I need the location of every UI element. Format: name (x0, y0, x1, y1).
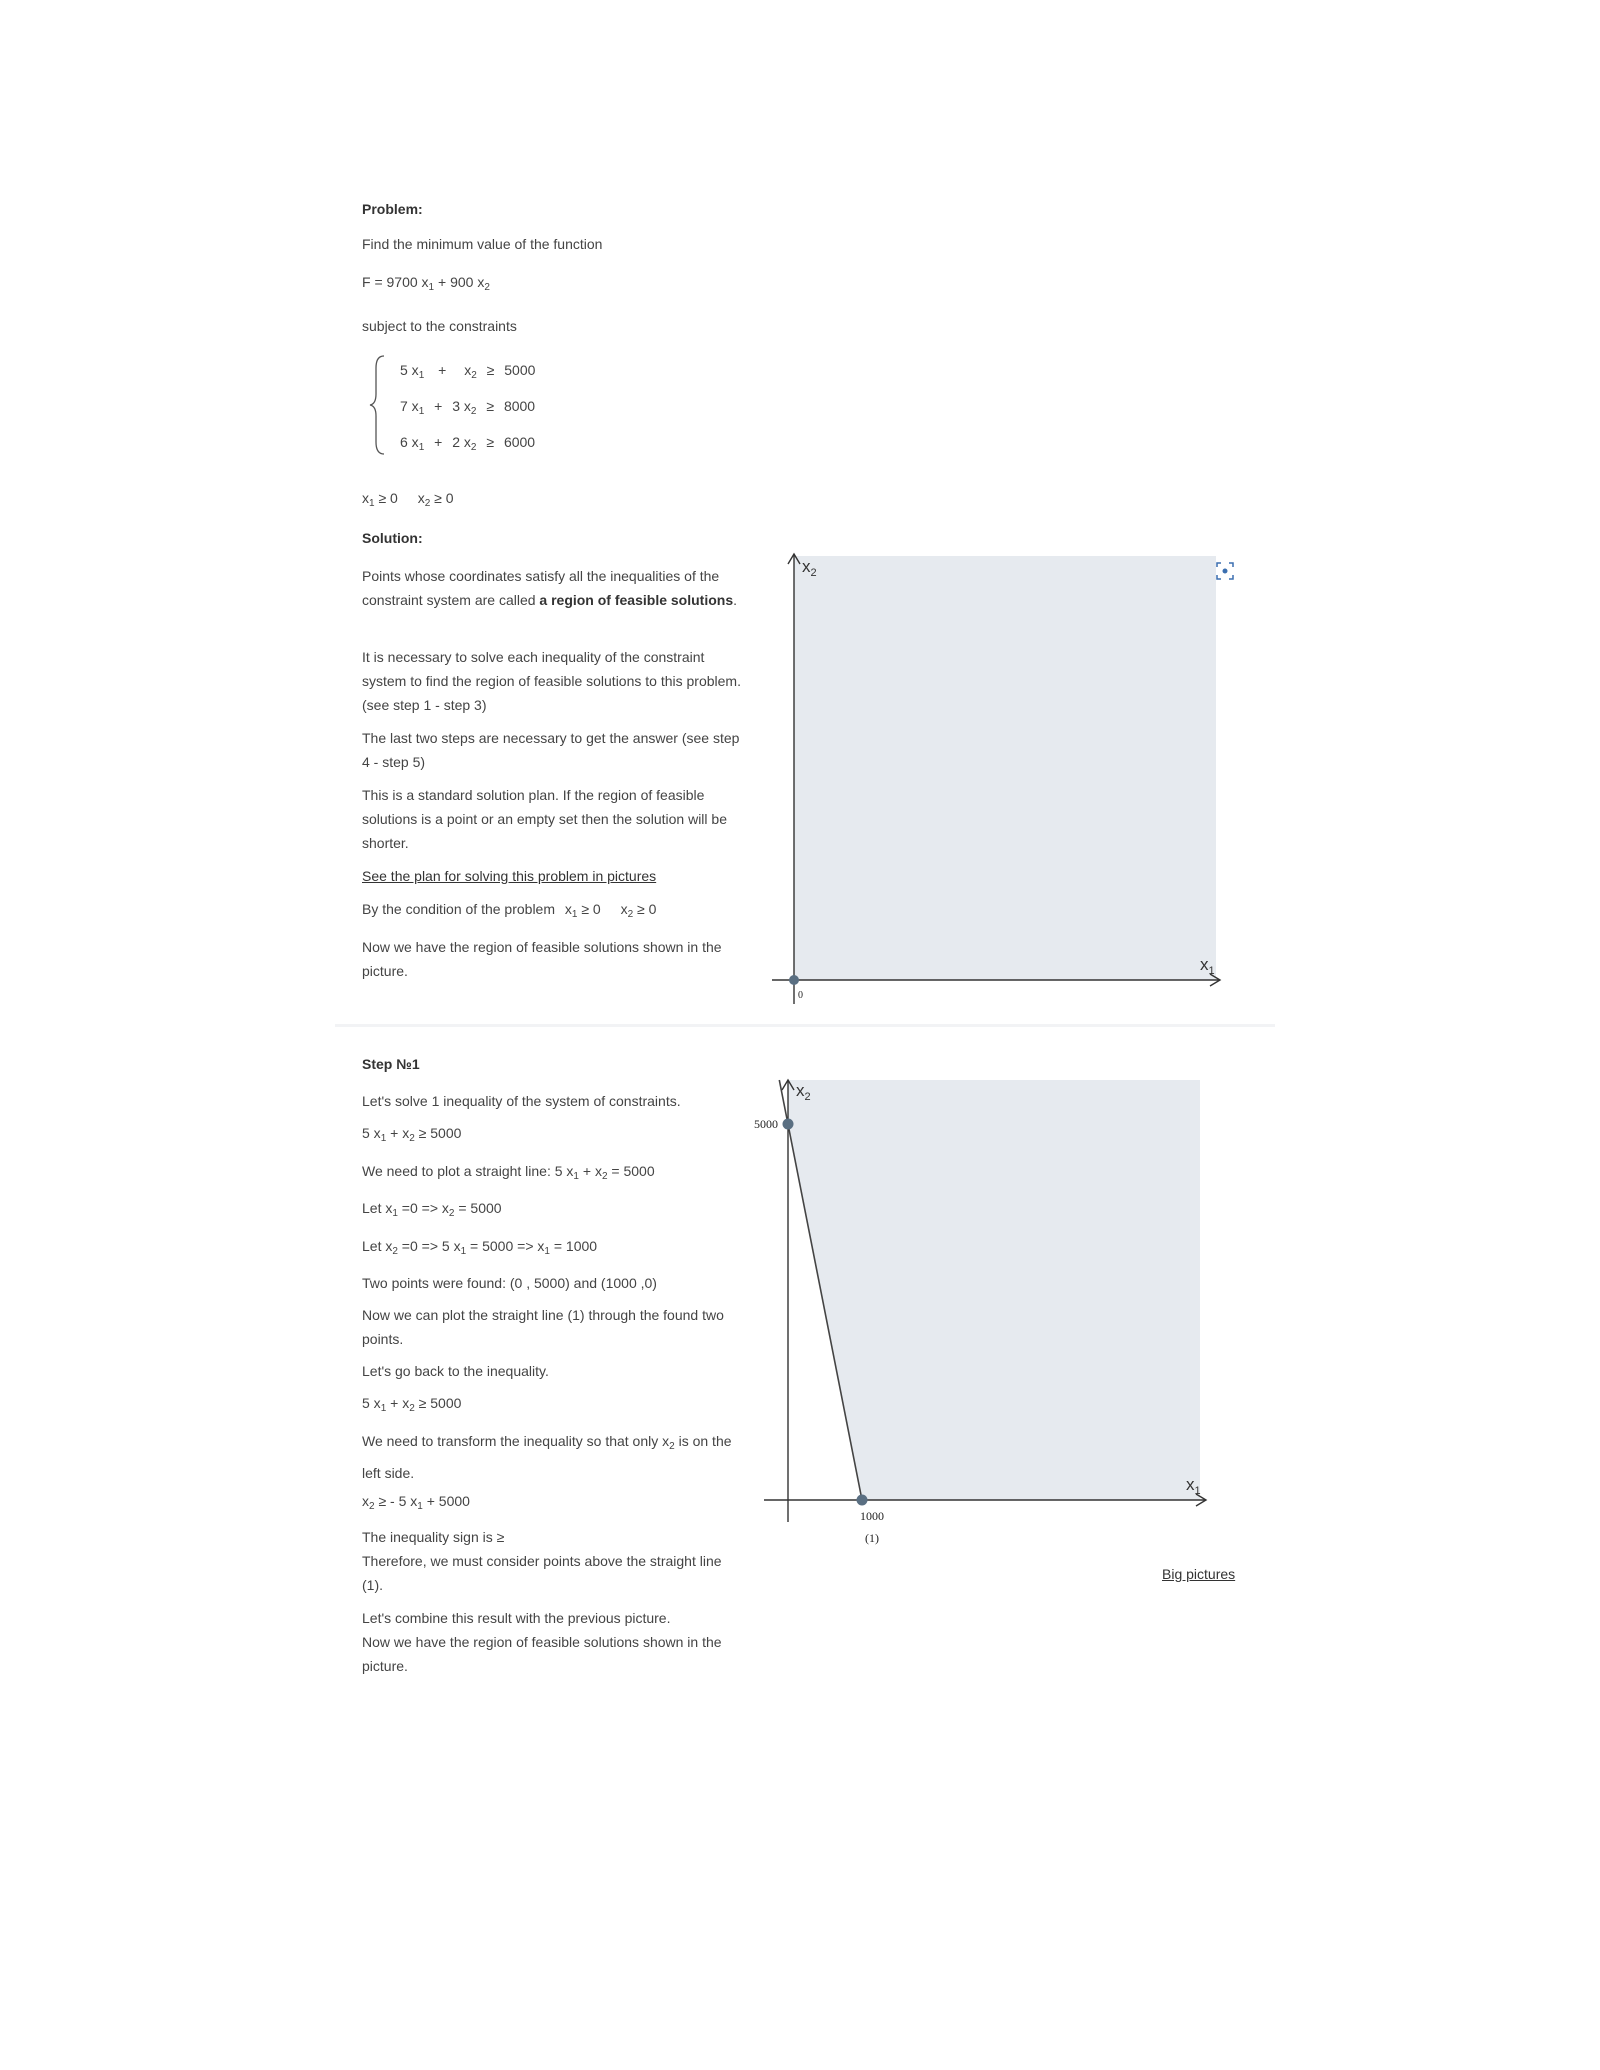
step1-inequality-repeat: 5 $x_1 + x_2 \ge 5000$ (362, 1395, 462, 1414)
y-intercept-label: 5000 (754, 1117, 778, 1131)
step1-sign-text: The inequality sign is ≥ Therefore, we must consider points above the straight line (1). (362, 1529, 722, 1593)
x2-axis-label: $x_2$ (802, 557, 817, 579)
step1-let-x2: Let $x_2 =0 => 5$ $x_1 = 5000 => x_1 = 1000$ (362, 1238, 598, 1257)
x2-axis-label: $x_2$ (796, 1081, 811, 1103)
step1-plot-text: Now we can plot the straight line (1) through the found two points. (362, 1307, 724, 1347)
solution-paragraph-5: Now we have the region of feasible solutions shown in the picture. (362, 939, 722, 979)
solution-heading: Solution: (362, 530, 423, 546)
step1-let-x1: Let $x_1 =0 => x_2 = 5000$ (362, 1200, 502, 1219)
origin-label: 0 (798, 990, 803, 1001)
step1-points-found: Two points were found: (0 , 5000) and (1000 ,0) (362, 1275, 657, 1291)
step1-heading: Step №1 (362, 1056, 420, 1072)
focus-icon[interactable] (1216, 562, 1234, 580)
constraint-row-1: 5 $x_1 + x_2 \ge 5000$ (400, 362, 536, 381)
feasible-region-shading (794, 556, 1216, 980)
y-intercept-point (783, 1119, 794, 1130)
problem-heading: Problem: (362, 201, 423, 217)
solution-paragraph-4: This is a standard solution plan. If the region of feasible solutions is a point or an empty set then the solution will be shorter. (362, 787, 727, 851)
constraint-row-2: 7 $x_1 + 3$ $x_2 \ge 8000$ (400, 398, 536, 417)
x1-axis-label: $x_1$ (1186, 1475, 1201, 1497)
problem-intro: Find the minimum value of the function (362, 236, 603, 252)
non-negativity: $x_1 \ge 0$ $x_2 \ge 0$ (362, 490, 454, 509)
big-pictures-link[interactable]: Big pictures (1162, 1566, 1236, 1582)
condition-line: By the condition of the problem $x_1 \ge 0$ $x_2 \ge 0$ (362, 901, 657, 920)
x1-axis-label: $x_1$ (1200, 955, 1215, 977)
step1-plot-line: We need to plot a straight line: 5 $x_1 + x_2 = 5000$ (362, 1163, 655, 1182)
step1-line-1: Let's solve 1 inequality of the system of constraints. (362, 1093, 681, 1109)
objective-function: F = 9700 $x_1 + 900$ $x_2$ (362, 274, 490, 293)
solution-definition: Points whose coordinates satisfy all the inequalities of the constraint system are called a region of feasible solutions. (362, 568, 737, 608)
constraint-row-3: 6 $x_1 + 2$ $x_2 \ge 6000$ (400, 434, 536, 453)
step1-transform-text: We need to transform the inequality so that only $x_2$ is on the left side. (362, 1433, 732, 1481)
solution-paragraph-3: The last two steps are necessary to get the answer (see step 4 - step 5) (362, 730, 740, 770)
constraint-brace (368, 354, 388, 456)
step1-combine-text: Let's combine this result with the previous picture. Now we have the region of feasible solutions shown in the picture. (362, 1610, 722, 1674)
solution-paragraph-2: It is necessary to solve each inequality of the constraint system to find the region of feasible solutions to this problem. (see step 1 - step 3) (362, 649, 741, 713)
step1-inequality: 5 $x_1 + x_2 \ge 5000$ (362, 1125, 462, 1144)
step1-transformed-inequality: $x_2$ ≥ - 5 $x_1 + 5000$ (362, 1493, 470, 1512)
feasible-region-chart-2 (740, 1070, 1220, 1560)
origin-point (789, 975, 799, 985)
x-intercept-point (857, 1495, 868, 1506)
line-1-label: (1) (865, 1531, 879, 1545)
constraints-intro: subject to the constraints (362, 318, 517, 334)
step1-back-to-inequality: Let's go back to the inequality. (362, 1363, 549, 1379)
feasible-region-chart-1 (760, 548, 1260, 1018)
x-intercept-label: 1000 (860, 1509, 884, 1523)
plan-in-pictures-link[interactable]: See the plan for solving this problem in pictures (362, 868, 657, 884)
section-divider (335, 1024, 1275, 1027)
